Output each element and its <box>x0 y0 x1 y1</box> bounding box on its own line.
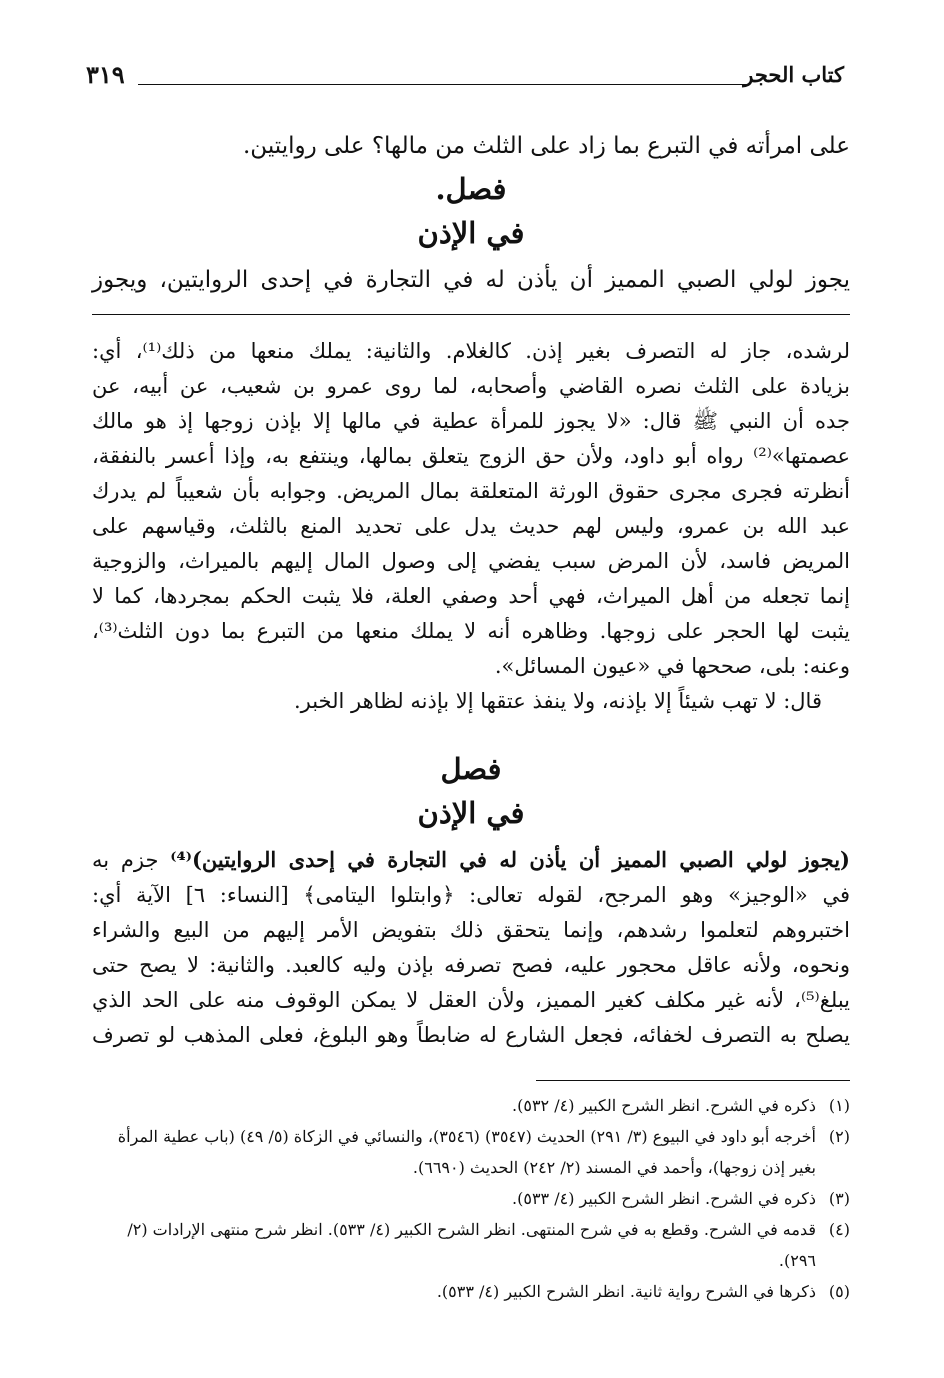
footnote-number: (٣) <box>828 1189 850 1208</box>
page-number: ٣١٩ <box>86 60 125 89</box>
footnote-text: ذكره في الشرح. انظر الشرح الكبير (٤/ ٥٣٢). <box>512 1096 816 1115</box>
matn-quote: (يجوز لولي الصبي المميز أن يأذن له في التجارة في إحدى الروايتين)⁽⁴⁾ <box>170 847 850 872</box>
qala-line: قال: لا تهب شيئاً إلا بإذنه، ولا ينفذ عتقها إلا بإذنه لظاهر الخبر. <box>293 689 822 713</box>
heading-idhn-2: في الإذن <box>417 796 525 830</box>
commentary-line: إنما تجعله من أهل الميراث، فهي أحد وصفي العلة، فلا يثبت الحكم بمجردها، كما لا <box>92 584 850 608</box>
commentary-line: اختبروهم لتعلموا رشدهم، وإنما يتحقق ذلك بتفويض الأمر إليهم من البيع والشراء <box>92 918 850 942</box>
footnote-text: قدمه في الشرح. وقطع به في شرح المنتهى. انظر الشرح الكبير (٤/ ٥٣٣). انظر شرح منتهى الإرادات (٢/ ٢٩٦). <box>127 1220 816 1270</box>
matn-quote-continuation: جزم به <box>92 848 171 872</box>
commentary-block-2 <box>92 842 850 1053</box>
header-rule <box>138 84 748 85</box>
footnote-text: أخرجه أبو داود في البيوع (٣/ ٢٩١) الحديث (٣٥٤٧) (٣٥٤٦)، والنسائي في الزكاة (٥/ ٤٩) (باب عطية المرأة بغير إذن زوجها)، وأحمد في المسند (٢/ ٢٤٢) الحديث (٦٦٩٠). <box>117 1127 816 1177</box>
matn-separator-rule <box>92 314 850 315</box>
footnote-2 <box>92 1121 850 1183</box>
commentary-line: في «الوجيز» وهو المرجح، لقوله تعالى: ﴿وابتلوا اليتامى﴾ [النساء: ٦] الآية أي: <box>92 883 850 907</box>
footnote-text: ذكرها في الشرح رواية ثانية. انظر الشرح الكبير (٤/ ٥٣٣). <box>436 1282 816 1301</box>
commentary-line: عبد الله بن عمرو، وليس لهم حديث يدل على تحديد المنع بالثلث، وقياسهم على <box>92 514 850 538</box>
footnote-4 <box>92 1214 850 1276</box>
footnote-5 <box>92 1276 850 1307</box>
footnote-number: (١) <box>828 1096 850 1115</box>
footnote-1 <box>92 1090 850 1121</box>
footnote-text: ذكره في الشرح. انظر الشرح الكبير (٤/ ٥٣٣). <box>512 1189 816 1208</box>
commentary-block-1 <box>92 334 850 719</box>
footnote-3 <box>92 1183 850 1214</box>
heading-fasl-2: فصل <box>440 752 502 786</box>
commentary-line: عصمتها»⁽²⁾ رواه أبو داود، ولأن حق الزوج يتعلق بمالها، وينتفع به، وإذا أعسر بالنفقة، <box>92 444 850 468</box>
commentary-line: يصلح به التصرف لخفائه، فجعل الشارع له ضابطاً وهو البلوغ، فعلى المذهب لو تصرف <box>92 1023 850 1047</box>
commentary-line: بزيادة على الثلث نصره القاضي وأصحابه، لما روى عمرو بن شعيب، عن أبيه، عن <box>92 374 850 398</box>
heading-fasl-1: فصل. <box>435 172 507 206</box>
footnote-number: (٢) <box>828 1127 850 1146</box>
footnote-number: (٥) <box>828 1282 850 1301</box>
running-header <box>86 62 844 94</box>
commentary-line: المريض فاسد، لأن المرض سبب يفضي إلى وصول المال إليهم بالميراث، والزوجية <box>92 549 850 573</box>
commentary-line: لرشده، جاز له التصرف بغير إذن. كالغلام. والثانية: يملك منعها من ذلك⁽¹⁾، أي: <box>92 339 850 363</box>
matn-continuation-line: على امرأته في التبرع بما زاد على الثلث من مالها؟ على روايتين. <box>243 133 850 159</box>
commentary-line: جده أن النبي ﷺ قال: «لا يجوز للمرأة عطية في مالها إلا بإذن زوجها إذ هو مالك <box>92 409 850 433</box>
book-title: كتاب الحجر <box>743 62 844 87</box>
commentary-line: يثبت لها الحجر على زوجها. وظاهره أنه لا يملك منعها من التبرع بما دون الثلث⁽³⁾، <box>92 619 850 643</box>
commentary-line: أنظرته فجرى مجرى حقوق الورثة المتعلقة بمال المريض. وجوابه بأن شعيباً لم يدرك <box>92 479 850 503</box>
matn-opening-line: يجوز لولي الصبي المميز أن يأذن له في التجارة في إحدى الروايتين، ويجوز <box>92 267 850 293</box>
commentary-line: ونحوه، ولأنه عاقل محجور عليه، فصح تصرفه بإذن وليه كالعبد. والثانية: لا يصح حتى <box>92 953 850 977</box>
commentary-line: وعنه: بلى، صححها في «عيون المسائل». <box>494 654 850 678</box>
commentary-line <box>92 842 850 878</box>
footnote-rule <box>536 1080 850 1081</box>
footnotes <box>92 1090 850 1307</box>
commentary-line: يبلغ⁽⁵⁾، لأنه غير مكلف كغير المميز، ولأن العقل لا يمكن الوقوف منه على الحد الذي <box>92 988 850 1012</box>
heading-idhn-1: في الإذن <box>417 216 525 250</box>
footnote-number: (٤) <box>828 1220 850 1239</box>
